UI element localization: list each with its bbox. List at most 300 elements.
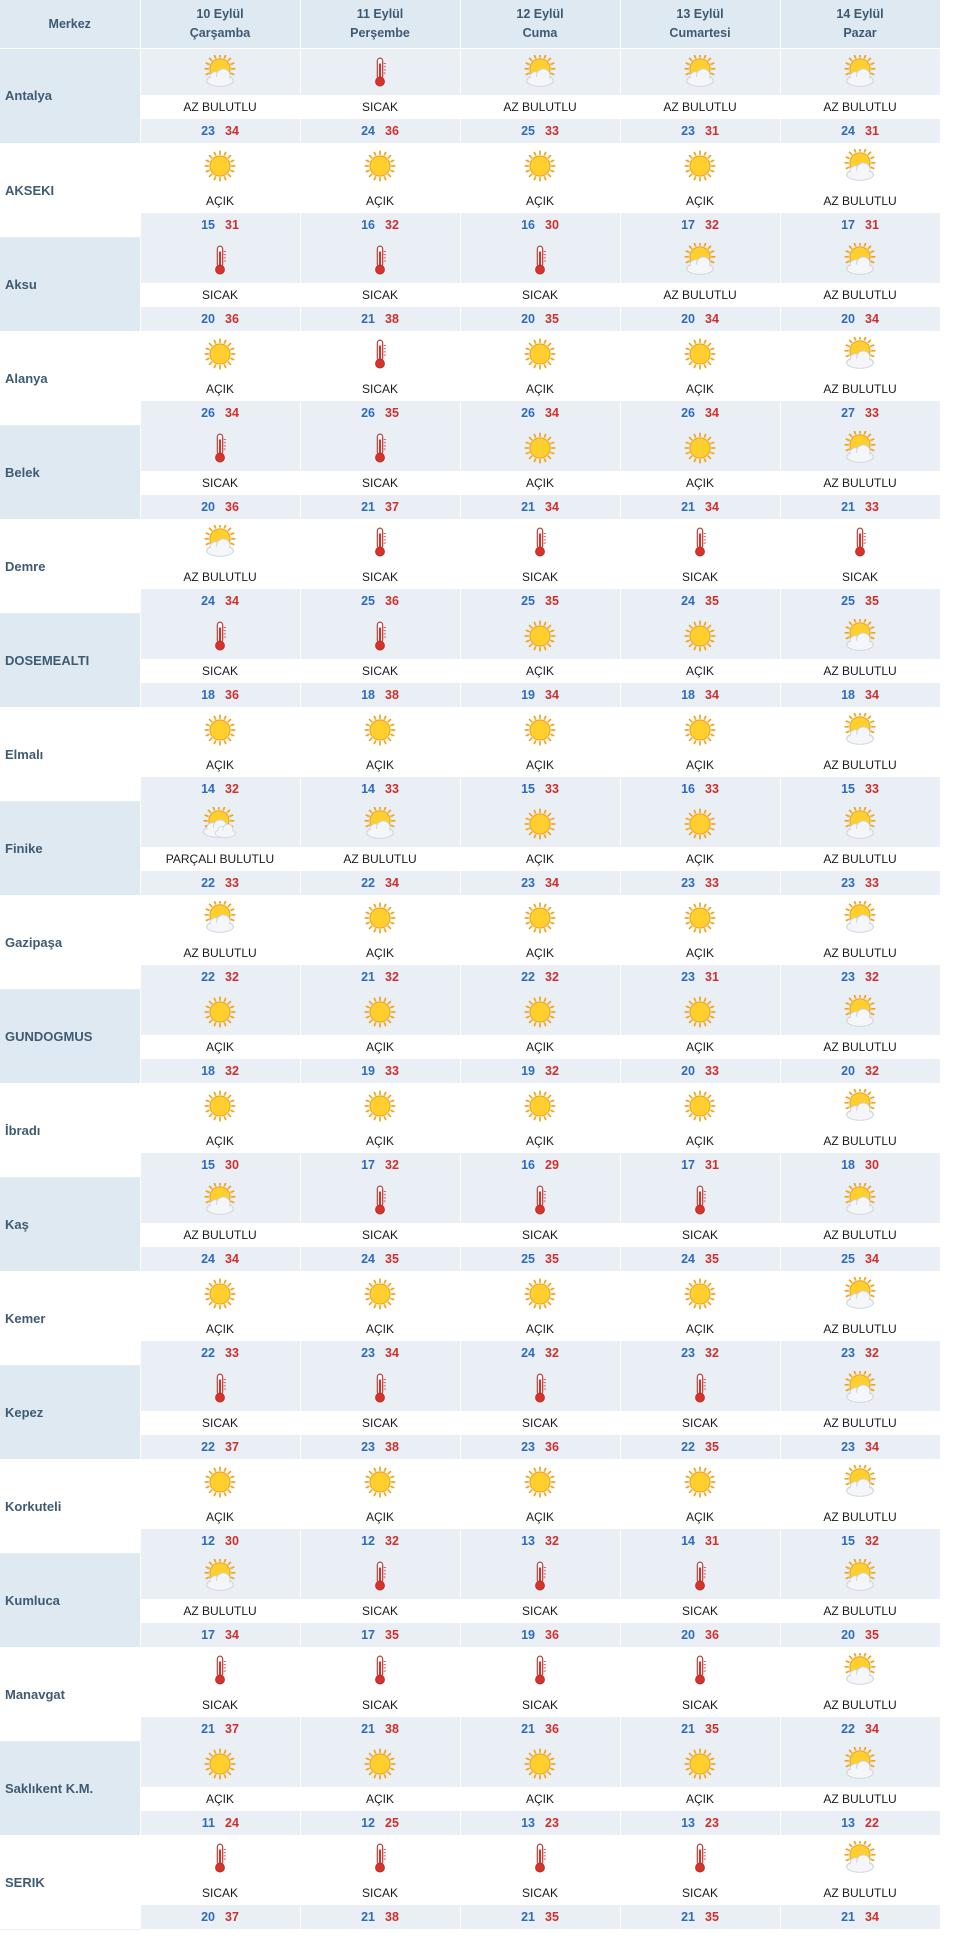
temperature-cell	[140, 1623, 300, 1647]
max-temperature: 31	[705, 1158, 719, 1172]
sun-icon	[363, 901, 397, 935]
city-condition-row	[0, 1693, 940, 1717]
weather-icon-cell	[460, 1553, 620, 1599]
sun-icon	[363, 1089, 397, 1123]
day-date: 14 Eylül	[836, 7, 884, 21]
max-temperature: 34	[225, 406, 239, 420]
temperature-cell	[300, 1529, 460, 1553]
min-temperature: 15	[841, 1534, 855, 1548]
condition-label: AÇIK	[620, 1035, 780, 1059]
city-icon-row	[0, 425, 940, 471]
max-temperature: 38	[385, 1910, 399, 1924]
weather-icon-cell	[620, 519, 780, 565]
temperature-cell	[300, 1153, 460, 1177]
condition-label: AÇIK	[460, 377, 620, 401]
min-temperature: 12	[361, 1534, 375, 1548]
city-temp-row	[0, 1341, 940, 1365]
thermometer-icon	[363, 431, 397, 465]
min-temperature: 25	[521, 124, 535, 138]
max-temperature: 34	[865, 1440, 879, 1454]
condition-label: AZ BULUTLU	[780, 1035, 940, 1059]
min-temperature: 14	[201, 782, 215, 796]
max-temperature: 24	[225, 1816, 239, 1830]
temperature-cell	[140, 1247, 300, 1271]
city-condition-row	[0, 95, 940, 119]
weather-icon-cell	[140, 143, 300, 189]
temperature-cell	[300, 1905, 460, 1929]
max-temperature: 38	[385, 1440, 399, 1454]
temperature-cell	[300, 1717, 460, 1741]
max-temperature: 33	[865, 782, 879, 796]
city-icon-row	[0, 707, 940, 753]
condition-label: SICAK	[620, 1411, 780, 1435]
weather-icon-cell	[780, 613, 940, 659]
weather-icon-cell	[300, 519, 460, 565]
city-temp-row	[0, 495, 940, 519]
max-temperature: 32	[865, 970, 879, 984]
max-temperature: 36	[385, 124, 399, 138]
weather-icon-cell	[300, 49, 460, 96]
city-icon-row	[0, 1271, 940, 1317]
city-icon-row	[0, 801, 940, 847]
condition-label: SICAK	[620, 1223, 780, 1247]
condition-label: SICAK	[140, 659, 300, 683]
max-temperature: 32	[545, 970, 559, 984]
temperature-cell	[140, 1435, 300, 1459]
min-temperature: 19	[361, 1064, 375, 1078]
condition-label: AZ BULUTLU	[780, 1411, 940, 1435]
temperature-cell	[300, 965, 460, 989]
city-condition-row	[0, 1035, 940, 1059]
min-temperature: 14	[681, 1534, 695, 1548]
min-temperature: 23	[841, 1440, 855, 1454]
condition-label: AZ BULUTLU	[780, 1599, 940, 1623]
temperature-cell	[300, 683, 460, 707]
temperature-cell	[460, 871, 620, 895]
max-temperature: 30	[225, 1158, 239, 1172]
max-temperature: 35	[865, 1628, 879, 1642]
condition-label: AÇIK	[300, 1035, 460, 1059]
temperature-cell	[460, 1905, 620, 1929]
city-name: Kaş	[0, 1177, 140, 1271]
min-temperature: 23	[521, 1440, 535, 1454]
min-temperature: 20	[681, 1064, 695, 1078]
day-header	[140, 0, 300, 49]
temperature-cell	[300, 1623, 460, 1647]
condition-label: AÇIK	[620, 659, 780, 683]
max-temperature: 37	[225, 1722, 239, 1736]
weather-icon-cell	[460, 49, 620, 96]
min-temperature: 21	[201, 1722, 215, 1736]
day-name: Çarşamba	[189, 26, 251, 40]
max-temperature: 35	[545, 1910, 559, 1924]
city-name: Korkuteli	[0, 1459, 140, 1553]
condition-label: SICAK	[140, 283, 300, 307]
weather-icon-cell	[620, 1177, 780, 1223]
weather-icon-cell	[620, 1083, 780, 1129]
max-temperature: 34	[865, 688, 879, 702]
weather-icon-cell	[780, 1271, 940, 1317]
weather-icon-cell	[140, 331, 300, 377]
city-condition-row	[0, 1505, 940, 1529]
city-condition-row	[0, 377, 940, 401]
max-temperature: 36	[545, 1440, 559, 1454]
thermometer-icon	[363, 1371, 397, 1405]
min-temperature: 22	[681, 1440, 695, 1454]
condition-label: AÇIK	[300, 1129, 460, 1153]
sun-icon	[683, 619, 717, 653]
max-temperature: 23	[705, 1816, 719, 1830]
partly-sunny-icon	[843, 243, 877, 277]
condition-label: PARÇALI BULUTLU	[140, 847, 300, 871]
condition-label: AÇIK	[460, 1317, 620, 1341]
temperature-cell	[140, 1529, 300, 1553]
max-temperature: 33	[705, 876, 719, 890]
thermometer-icon	[363, 55, 397, 89]
temperature-cell	[780, 965, 940, 989]
condition-label: SICAK	[300, 1411, 460, 1435]
weather-icon-cell	[140, 895, 300, 941]
weather-icon-cell	[300, 895, 460, 941]
thermometer-icon	[363, 243, 397, 277]
temperature-cell	[460, 1153, 620, 1177]
weather-icon-cell	[300, 237, 460, 283]
sun-icon	[203, 149, 237, 183]
temperature-cell	[620, 401, 780, 425]
condition-label: SICAK	[460, 1223, 620, 1247]
temperature-cell	[780, 1153, 940, 1177]
min-temperature: 17	[201, 1628, 215, 1642]
sun-icon	[523, 901, 557, 935]
weather-icon-cell	[460, 237, 620, 283]
condition-label: AZ BULUTLU	[780, 1317, 940, 1341]
merkez-header: Merkez	[0, 0, 140, 49]
max-temperature: 33	[705, 782, 719, 796]
city-name: Demre	[0, 519, 140, 613]
condition-label: AZ BULUTLU	[460, 95, 620, 119]
min-temperature: 21	[521, 1722, 535, 1736]
city-icon-row	[0, 1835, 940, 1881]
weather-icon-cell	[780, 1365, 940, 1411]
sun-icon	[203, 1277, 237, 1311]
partly-sunny-icon	[843, 1183, 877, 1217]
city-temp-row	[0, 1529, 940, 1553]
weather-icon-cell	[140, 801, 300, 847]
max-temperature: 35	[705, 594, 719, 608]
min-temperature: 20	[841, 1064, 855, 1078]
weather-icon-cell	[460, 425, 620, 471]
max-temperature: 34	[865, 1252, 879, 1266]
min-temperature: 14	[361, 782, 375, 796]
partly-sunny-icon	[843, 1465, 877, 1499]
temperature-cell	[780, 1811, 940, 1835]
temperature-cell	[460, 777, 620, 801]
weather-icon-cell	[300, 1647, 460, 1693]
min-temperature: 18	[201, 688, 215, 702]
min-temperature: 21	[841, 1910, 855, 1924]
weather-icon-cell	[620, 143, 780, 189]
min-temperature: 24	[841, 124, 855, 138]
weather-icon-cell	[620, 613, 780, 659]
temperature-cell	[300, 871, 460, 895]
weather-icon-cell	[140, 989, 300, 1035]
city-temp-row	[0, 1811, 940, 1835]
min-temperature: 22	[841, 1722, 855, 1736]
city-condition-row	[0, 1881, 940, 1905]
min-temperature: 17	[681, 1158, 695, 1172]
min-temperature: 16	[521, 218, 535, 232]
max-temperature: 32	[385, 1158, 399, 1172]
weather-icon-cell	[780, 519, 940, 565]
city-temp-row	[0, 965, 940, 989]
partly-sunny-icon	[843, 55, 877, 89]
day-name: Pazar	[843, 26, 877, 40]
condition-label: SICAK	[620, 1881, 780, 1905]
city-temp-row	[0, 1059, 940, 1083]
min-temperature: 26	[521, 406, 535, 420]
city-condition-row	[0, 753, 940, 777]
weather-icon-cell	[140, 1553, 300, 1599]
max-temperature: 36	[225, 312, 239, 326]
sun-icon	[523, 1465, 557, 1499]
thermometer-icon	[203, 619, 237, 653]
city-icon-row	[0, 1177, 940, 1223]
temperature-cell	[300, 307, 460, 331]
min-temperature: 26	[201, 406, 215, 420]
min-temperature: 24	[361, 1252, 375, 1266]
temperature-cell	[140, 213, 300, 237]
day-header	[300, 0, 460, 49]
thermometer-icon	[523, 1653, 557, 1687]
city-name: GUNDOGMUS	[0, 989, 140, 1083]
city-name: Gazipaşa	[0, 895, 140, 989]
sun-icon	[683, 1277, 717, 1311]
max-temperature: 38	[385, 1722, 399, 1736]
thermometer-icon	[203, 1841, 237, 1875]
sun-icon	[203, 713, 237, 747]
city-name: Alanya	[0, 331, 140, 425]
max-temperature: 35	[545, 312, 559, 326]
sun-icon	[203, 337, 237, 371]
condition-label: AÇIK	[460, 941, 620, 965]
min-temperature: 25	[521, 1252, 535, 1266]
condition-label: SICAK	[300, 1881, 460, 1905]
condition-label: AÇIK	[140, 1317, 300, 1341]
temperature-cell	[140, 495, 300, 519]
thermometer-icon	[363, 525, 397, 559]
condition-label: AÇIK	[140, 1035, 300, 1059]
temperature-cell	[780, 1341, 940, 1365]
weather-icon-cell	[460, 989, 620, 1035]
city-condition-row	[0, 1223, 940, 1247]
thermometer-icon	[203, 1371, 237, 1405]
city-icon-row	[0, 237, 940, 283]
min-temperature: 25	[361, 594, 375, 608]
sun-icon	[203, 1465, 237, 1499]
max-temperature: 37	[225, 1910, 239, 1924]
min-temperature: 15	[841, 782, 855, 796]
partly-sunny-icon	[683, 55, 717, 89]
weather-icon-cell	[460, 1083, 620, 1129]
condition-label: AÇIK	[620, 753, 780, 777]
weather-icon-cell	[140, 1177, 300, 1223]
temperature-cell	[780, 1905, 940, 1929]
temperature-cell	[780, 683, 940, 707]
temperature-cell	[300, 401, 460, 425]
weather-icon-cell	[140, 49, 300, 96]
min-temperature: 21	[361, 1910, 375, 1924]
weather-icon-cell	[140, 1741, 300, 1787]
condition-label: AZ BULUTLU	[780, 95, 940, 119]
temperature-cell	[460, 1435, 620, 1459]
condition-label: AZ BULUTLU	[780, 283, 940, 307]
max-temperature: 38	[385, 688, 399, 702]
temperature-cell	[620, 495, 780, 519]
condition-label: AZ BULUTLU	[780, 659, 940, 683]
min-temperature: 23	[201, 124, 215, 138]
max-temperature: 34	[225, 124, 239, 138]
max-temperature: 32	[865, 1534, 879, 1548]
city-temp-row	[0, 1153, 940, 1177]
header-row	[0, 0, 940, 49]
max-temperature: 31	[865, 218, 879, 232]
max-temperature: 22	[865, 1816, 879, 1830]
weather-icon-cell	[300, 1177, 460, 1223]
max-temperature: 34	[225, 1628, 239, 1642]
weather-icon-cell	[780, 425, 940, 471]
condition-label: AZ BULUTLU	[780, 1693, 940, 1717]
min-temperature: 23	[361, 1346, 375, 1360]
city-name: AKSEKI	[0, 143, 140, 237]
condition-label: AÇIK	[460, 847, 620, 871]
thermometer-icon	[843, 525, 877, 559]
weather-icon-cell	[780, 1647, 940, 1693]
min-temperature: 23	[681, 876, 695, 890]
temperature-cell	[300, 1247, 460, 1271]
condition-label: SICAK	[460, 1411, 620, 1435]
min-temperature: 13	[841, 1816, 855, 1830]
condition-label: AÇIK	[140, 377, 300, 401]
max-temperature: 32	[545, 1534, 559, 1548]
day-header	[460, 0, 620, 49]
condition-label: AÇIK	[140, 1505, 300, 1529]
temperature-cell	[300, 495, 460, 519]
weather-icon-cell	[780, 143, 940, 189]
min-temperature: 21	[841, 500, 855, 514]
condition-label: SICAK	[140, 471, 300, 495]
weather-icon-cell	[300, 707, 460, 753]
temperature-cell	[140, 119, 300, 143]
condition-label: AÇIK	[460, 659, 620, 683]
temperature-cell	[780, 119, 940, 143]
weather-icon-cell	[460, 143, 620, 189]
weather-icon-cell	[780, 707, 940, 753]
min-temperature: 15	[201, 1158, 215, 1172]
max-temperature: 34	[705, 500, 719, 514]
partly-sunny-icon	[843, 995, 877, 1029]
sun-icon	[683, 1089, 717, 1123]
temperature-cell	[780, 307, 940, 331]
sun-icon	[203, 995, 237, 1029]
partly-sunny-icon	[843, 807, 877, 841]
min-temperature: 18	[841, 688, 855, 702]
max-temperature: 32	[225, 1064, 239, 1078]
temperature-cell	[620, 589, 780, 613]
condition-label: AÇIK	[460, 189, 620, 213]
weather-icon-cell	[460, 707, 620, 753]
condition-label: AZ BULUTLU	[140, 1223, 300, 1247]
min-temperature: 17	[841, 218, 855, 232]
min-temperature: 20	[681, 312, 695, 326]
partly-sunny-icon	[203, 901, 237, 935]
max-temperature: 35	[545, 1252, 559, 1266]
temperature-cell	[780, 777, 940, 801]
weather-icon-cell	[780, 1741, 940, 1787]
max-temperature: 34	[545, 500, 559, 514]
weather-icon-cell	[460, 1835, 620, 1881]
min-temperature: 18	[361, 688, 375, 702]
min-temperature: 23	[681, 970, 695, 984]
city-condition-row	[0, 847, 940, 871]
max-temperature: 35	[385, 406, 399, 420]
thermometer-icon	[683, 525, 717, 559]
weather-icon-cell	[140, 1459, 300, 1505]
day-date: 10 Eylül	[196, 7, 244, 21]
city-temp-row	[0, 871, 940, 895]
weather-icon-cell	[620, 801, 780, 847]
condition-label: AZ BULUTLU	[780, 1129, 940, 1153]
min-temperature: 17	[681, 218, 695, 232]
condition-label: AÇIK	[140, 1787, 300, 1811]
min-temperature: 23	[841, 1346, 855, 1360]
condition-label: AÇIK	[460, 1787, 620, 1811]
max-temperature: 34	[865, 1722, 879, 1736]
temperature-cell	[780, 871, 940, 895]
sun-icon	[523, 1089, 557, 1123]
condition-label: SICAK	[300, 1693, 460, 1717]
weather-icon-cell	[620, 331, 780, 377]
thermometer-icon	[363, 337, 397, 371]
partly-sunny-icon	[843, 337, 877, 371]
partly-sunny-icon	[523, 55, 557, 89]
weather-icon-cell	[140, 1365, 300, 1411]
city-temp-row	[0, 1247, 940, 1271]
max-temperature: 34	[705, 688, 719, 702]
city-temp-row	[0, 1905, 940, 1929]
weather-icon-cell	[300, 425, 460, 471]
sun-icon	[683, 337, 717, 371]
max-temperature: 34	[865, 1910, 879, 1924]
temperature-cell	[620, 1905, 780, 1929]
condition-label: SICAK	[140, 1693, 300, 1717]
sun-icon	[683, 149, 717, 183]
condition-label: SICAK	[140, 1881, 300, 1905]
city-icon-row	[0, 1365, 940, 1411]
thermometer-icon	[523, 525, 557, 559]
condition-label: SICAK	[620, 1599, 780, 1623]
max-temperature: 30	[545, 218, 559, 232]
max-temperature: 32	[385, 1534, 399, 1548]
max-temperature: 34	[865, 312, 879, 326]
min-temperature: 20	[201, 312, 215, 326]
temperature-cell	[620, 1811, 780, 1835]
city-name: Aksu	[0, 237, 140, 331]
thermometer-icon	[203, 1653, 237, 1687]
condition-label: SICAK	[300, 1223, 460, 1247]
thermometer-icon	[363, 1183, 397, 1217]
city-icon-row	[0, 143, 940, 189]
min-temperature: 26	[681, 406, 695, 420]
